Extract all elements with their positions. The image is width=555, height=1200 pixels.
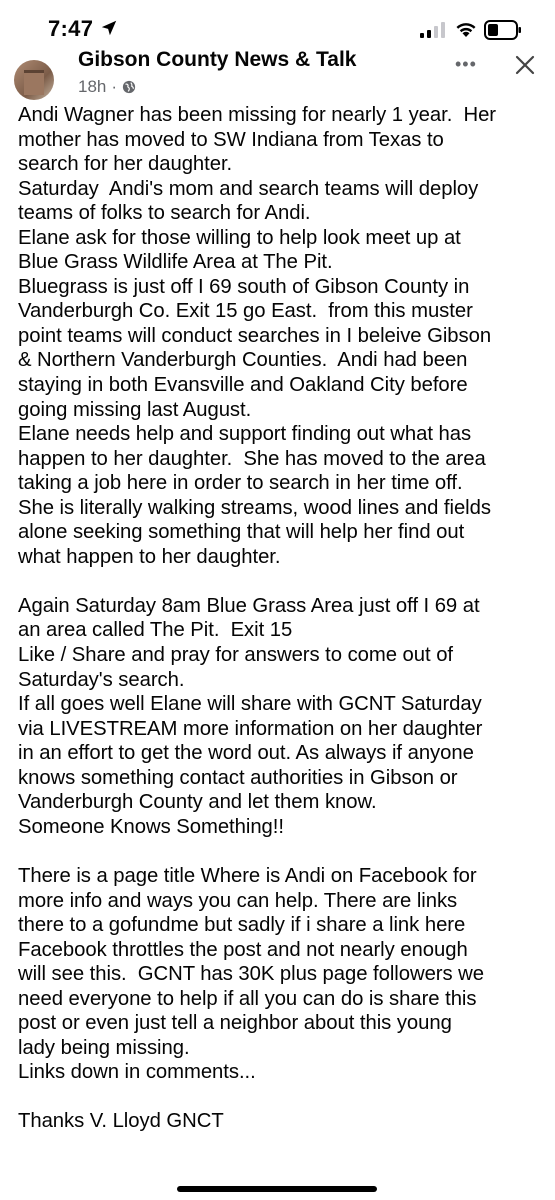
post-timestamp[interactable]: 18h (78, 77, 107, 96)
post-text: Andi Wagner has been missing for nearly 1 year. Her mother has moved to SW Indiana from Texas to search for her daughter. Saturday Andi's mom and search teams will deploy teams of folks to search for Andi. Elane ask for those willing to help look meet up at Blue Grass Wildlife Area at The Pit. Bluegrass is just off I 69 south of Gibson County in Vanderburgh Co. Exit 15 go East. from this muster point teams will conduct searches in I beleive Gibson & Northern Vanderburgh Counties. Andi had been staying in both Evansville and Oakland City before going missing last August. Elane needs help and support finding out what has happen to her daughter. She has moved to the area taking a job here in order to search in her time off. She is literally walking streams, wood lines and fields alone seeking something that will help her find out what happen to her daughter. Again Saturday 8am Blue Grass Area just off I 69 at an area called The Pit. Exit 15 Like / Share and pray for answers to come out of Saturday's search. If all goes well Elane will share with GCNT Saturday via LIVESTREAM more information on her daughter in an effort to get the word out. As always if anyone knows something contact authorities in Gibson or Vanderburgh County and let them know. Someone Knows Something!! There is a page title Where is Andi on Facebook for more info and ways you can help. There are links there to a gofundme but sadly if i share a link here Facebook throttles the post and not nearly enough will see this. GCNT has 30K plus page followers we need everyone to help if all you can do is share this post or even just tell a neighbor about this young lady being missing. Links down in comments... Thanks V. Lloyd GNCT (18, 104, 497, 1133)
status-time: 7:47 (48, 16, 94, 41)
globe-icon (122, 80, 136, 94)
home-indicator[interactable] (177, 1186, 377, 1192)
meta-separator: · (111, 77, 118, 96)
post-meta (78, 77, 136, 97)
page-name[interactable]: Gibson County News & Talk (78, 50, 357, 71)
close-icon[interactable] (514, 54, 536, 76)
page-avatar[interactable] (14, 60, 54, 100)
battery-icon (484, 20, 522, 40)
post-header (0, 50, 555, 100)
location-arrow-icon (100, 19, 118, 37)
more-options-icon[interactable]: ••• (455, 54, 477, 74)
wifi-icon (455, 20, 477, 38)
signal-icon (420, 22, 446, 38)
